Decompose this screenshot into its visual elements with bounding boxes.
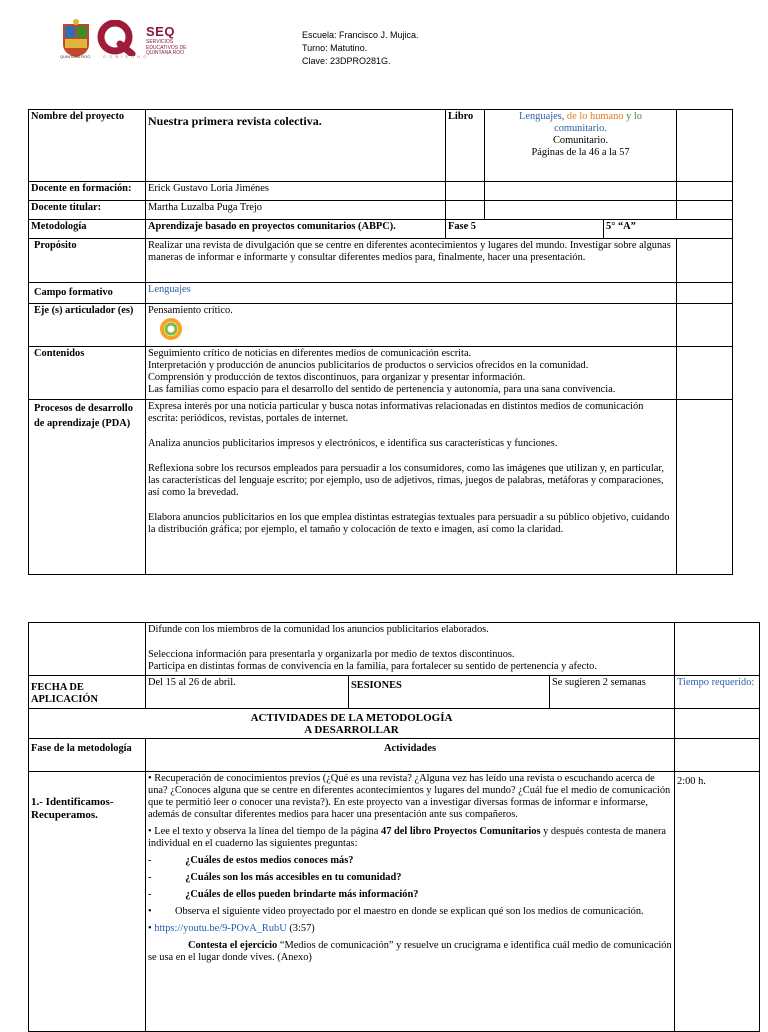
activity-prior-knowledge: • Recuperación de conocimientos previos (¿Qué es una revista? ¿Alguna vez has leído una revista o escuchando acerca de una? ¿Conoces alguna que se centre en diferentes acontecimientos y lugares del mundo? ¿Cuál fue el medio de comunicación que te permitió leer o conocer una revista?). En este proyecto van a investigar diversas formas de informar e informarse, además de consultar diferentes medios para hacer una presentación ante sus compañeros.: [148, 773, 671, 820]
pda-item: Analiza anuncios publicitarios impresos y electrónicos, e identifica sus características y funciones.: [148, 438, 558, 449]
book-label: Libro: [446, 110, 485, 182]
phase-column-header: Fase de la metodología: [29, 739, 146, 772]
school-name: Escuela: Francisco J. Mujica.: [302, 30, 419, 40]
activities-table: [28, 622, 760, 1032]
book-pages: Páginas de la 46 a la 57: [531, 147, 630, 158]
question-item: - ¿Cuáles de estos medios conoces más?: [148, 855, 354, 866]
school-info: [302, 29, 419, 68]
purpose-text: Realizar una revista de divulgación que se centre en diferentes acontecimientos y lugares del mundo. Investigar sobre algunas maneras de informar e informarte y consultar diferentes medios para, finalmente, hacer una presentación.: [146, 239, 677, 283]
question-item: - ¿Cuáles son los más accesibles en tu comunidad?: [148, 872, 402, 883]
phase-1-activities: [146, 772, 675, 1032]
document-header: [0, 0, 768, 90]
book-part-1: Lenguajes,: [519, 111, 565, 122]
activities-column-header: Actividades: [146, 739, 675, 772]
state-caption: QUINTANA ROO: [60, 54, 91, 59]
pda-cell: [146, 400, 677, 575]
phase-1-time: 2:00 h.: [675, 772, 760, 1032]
book-part-4: comunitario.: [554, 123, 607, 134]
video-link-row: • https://youtu.be/9-POvA_RubU (3:57): [148, 923, 315, 934]
pda-item: Elabora anuncios publicitarios en los que emplea distintas estrategias textuales para persuadir a su público objetivo, cuidando la distribución gráfica; por ejemplo, el tamaño y colocación de texto e imagen, así como la claridad.: [148, 512, 670, 535]
pda-item: Difunde con los miembros de la comunidad los anuncios publicitarios elaborados.: [148, 624, 489, 635]
axis-cell: [146, 304, 677, 347]
time-label: Tiempo requerido:: [675, 676, 760, 709]
contents-label: Contenidos: [29, 347, 146, 400]
book-info: [485, 110, 677, 182]
video-link[interactable]: https://youtu.be/9-POvA_RubU: [154, 923, 287, 934]
purpose-label: Propósito: [29, 239, 146, 283]
book-part-3: y lo: [623, 111, 642, 122]
pda-item: Participa en distintas formas de convivencia en la familia, para fortalecer su sentido de pertenencia y afecto.: [148, 661, 597, 672]
sessions-value: Se sugieren 2 semanas: [550, 676, 675, 709]
field-value: Lenguajes: [146, 283, 677, 304]
phase-1-label: 1.- Identificamos-Recuperamos.: [29, 772, 146, 1032]
project-table: [28, 109, 733, 575]
phase-value: Fase 5: [446, 220, 604, 239]
contents-cell: [146, 347, 677, 400]
school-code: Clave: 23DPRO281G.: [302, 56, 391, 66]
book-line-2: Comunitario.: [552, 135, 609, 146]
sessions-label: SESIONES: [349, 676, 550, 709]
activity-read-text: • Lee el texto y observa la línea del tiempo de la página 47 del libro Proyectos Comunitarios y después contesta de manera individual en el cuaderno las siguientes preguntas:: [148, 826, 667, 849]
activities-title: ACTIVIDADES DE LA METODOLOGÍA A DESARROLLAR: [29, 709, 675, 739]
quintana-roo-shield-icon: [60, 18, 92, 58]
pda-continued-cell: [146, 623, 675, 676]
content-item: Seguimiento crítico de noticias en diferentes medios de comunicación escrita.: [148, 348, 472, 359]
field-label: Campo formativo: [29, 283, 146, 304]
date-value: Del 15 al 26 de abril.: [146, 676, 349, 709]
trainee-label: Docente en formación:: [29, 182, 146, 201]
question-item: - ¿Cuáles de ellos pueden brindarte más información?: [148, 889, 419, 900]
axis-label: Eje (s) articulador (es): [29, 304, 146, 347]
trainee-name: Erick Gustavo Loria Jiménes: [146, 182, 446, 201]
content-item: Interpretación y producción de anuncios publicitarios de productos o servicios ofrecidos en la comunidad.: [148, 360, 589, 371]
method-label: Metodología: [29, 220, 146, 239]
pda-item: Selecciona información para presentarla y organizarla por medio de textos discontinuos.: [148, 649, 515, 660]
pda-label: Procesos de desarrollo de aprendizaje (PDA): [29, 400, 146, 575]
school-shift: Turno: Matutino.: [302, 43, 368, 53]
content-item: Las familias como espacio para el desarrollo del sentido de pertenencia y autonomía, para una sana convivencia.: [148, 384, 616, 395]
content-item: Comprensión y producción de textos discontinuos, para organizar y presentar información.: [148, 372, 526, 383]
seq-subtitle: SERVICIOS EDUCATIVOS DE QUINTANA ROO: [146, 39, 187, 56]
date-label: FECHA DE APLICACIÓN: [29, 676, 146, 709]
pda-item: Reflexiona sobre los recursos empleados para persuadir a los consumidores, como las imágenes que utilizan y, en particular, las características del lenguaje escrito; por ejemplo, uso de adjetivos, rimas, juegos de palabras, metáforas y comparaciones, así como la brevedad.: [148, 463, 664, 498]
activity-exercise: Contesta el ejercicio “Medios de comunicación” y resuelve un crucigrama e identifica cuál medio de comunicación se usa en el lugar donde vives. (Anexo): [148, 940, 672, 963]
grade-value: 5° “A”: [604, 220, 733, 239]
project-name: Nuestra primera revista colectiva.: [146, 110, 446, 182]
critical-thinking-icon: [158, 317, 184, 341]
seq-title: SEQ: [146, 24, 175, 39]
axis-value: Pensamiento crítico.: [148, 305, 233, 316]
teacher-name: Martha Luzalba Puga Trejo: [146, 201, 446, 220]
book-part-2: de lo humano: [564, 111, 624, 122]
pda-item: Expresa interés por una noticia particular y busca notas informativas relacionadas en distintos medios de comunicación escrita: periódicos, revistas, portales de internet.: [148, 401, 644, 424]
project-name-label: Nombre del proyecto: [29, 110, 146, 182]
government-caption: G O B I E R N O: [103, 54, 148, 59]
teacher-label: Docente titular:: [29, 201, 146, 220]
government-q-logo-icon: [96, 20, 136, 56]
method-value: Aprendizaje basado en proyectos comunitarios (ABPC).: [146, 220, 446, 239]
activity-video: • Observa el siguiente video proyectado por el maestro en donde se explican qué son los medios de comunicación.: [148, 906, 644, 917]
